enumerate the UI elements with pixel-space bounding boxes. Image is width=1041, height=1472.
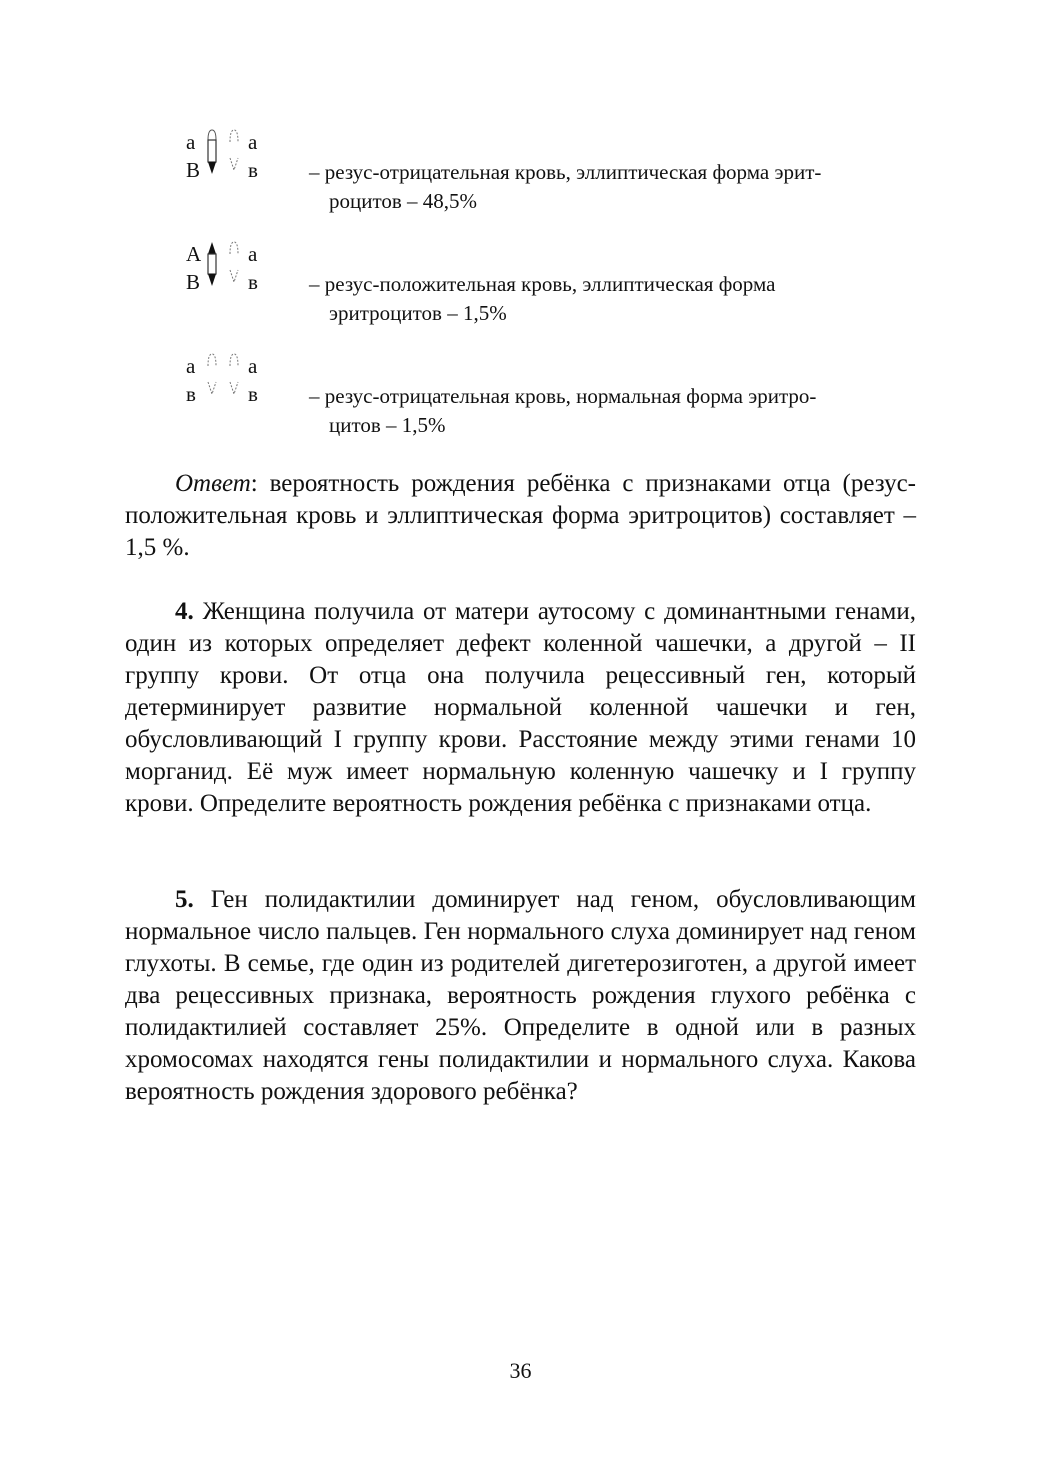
description-line-2: цитов – 1,5% [329, 413, 446, 437]
allele-left-bottom: в [186, 382, 196, 406]
description-line-1: – резус-положительная кровь, эллиптическая форма [309, 272, 776, 296]
description-line-2: эритроцитов – 1,5% [329, 301, 507, 325]
task-5-paragraph [125, 884, 916, 1108]
chromosome-pair-2 [186, 240, 306, 310]
chromosome-left-icon [204, 352, 220, 412]
allele-left-top: а [186, 130, 196, 154]
answer-label: Ответ [175, 470, 251, 497]
description-line-1: – резус-отрицательная кровь, эллиптическая форма эрит- [309, 160, 822, 184]
allele-right-bottom: в [248, 158, 258, 182]
chromosome-left-icon [204, 240, 220, 300]
page-number: 36 [509, 1358, 532, 1383]
allele-right-bottom: в [248, 382, 258, 406]
chromosome-right-icon [226, 240, 242, 300]
description-line-1: – резус-отрицательная кровь, нормальная форма эритро- [309, 384, 817, 408]
genotype-description [309, 270, 929, 328]
chromosome-pair-1 [186, 128, 306, 198]
answer-text: : вероятность рождения ребёнка с признаками отца (резус-положительная кровь и эллиптическая форма эритроцитов) составляет – 1,5 %. [125, 470, 916, 561]
task-4-paragraph [125, 596, 916, 820]
task-text: Ген полидактилии доминирует над геном, обусловливающим нормальное число пальцев. Ген нормального слуха доминирует над геном глухоты. В семье, где один из родителей дигетерозиготен, а другой имеет два рецессивных признака, вероятность рождения глухого ребёнка с полидактилией составляет 25%. Определите в одной или в разных хромосомах находятся гены полидактилии и нормального слуха. Какова вероятность рождения здорового ребёнка? [125, 886, 916, 1105]
chromosome-right-icon [226, 128, 242, 188]
allele-left-bottom: В [186, 270, 201, 294]
allele-left-bottom: В [186, 158, 201, 182]
task-text: Женщина получила от матери аутосому с доминантными генами, один из которых определяет дефект коленной чашечки, а другой – II группу крови. От отца она получила рецессивный ген, который детерминирует развитие нормальной коленной чашечки и ген, обусловливающий I группу крови. Расстояние между этими генами 10 морганид. Её муж имеет нормальную коленную чашечку и I группу крови. Определите вероятность рождения ребёнка с признаками отца. [125, 598, 916, 817]
genotype-description [309, 382, 929, 440]
chromosome-pair-3 [186, 352, 306, 422]
allele-right-top: а [248, 130, 258, 154]
chromosome-right-icon [226, 352, 242, 412]
allele-right-top: а [248, 354, 258, 378]
task-number: 5. [175, 886, 194, 913]
genotype-description [309, 158, 929, 216]
allele-right-top: а [248, 242, 258, 266]
description-line-2: роцитов – 48,5% [329, 189, 478, 213]
allele-right-bottom: в [248, 270, 258, 294]
allele-left-top: а [186, 354, 196, 378]
task-number: 4. [175, 598, 194, 625]
allele-left-top: А [186, 242, 202, 266]
chromosome-left-icon [204, 128, 220, 188]
answer-paragraph [125, 468, 916, 564]
